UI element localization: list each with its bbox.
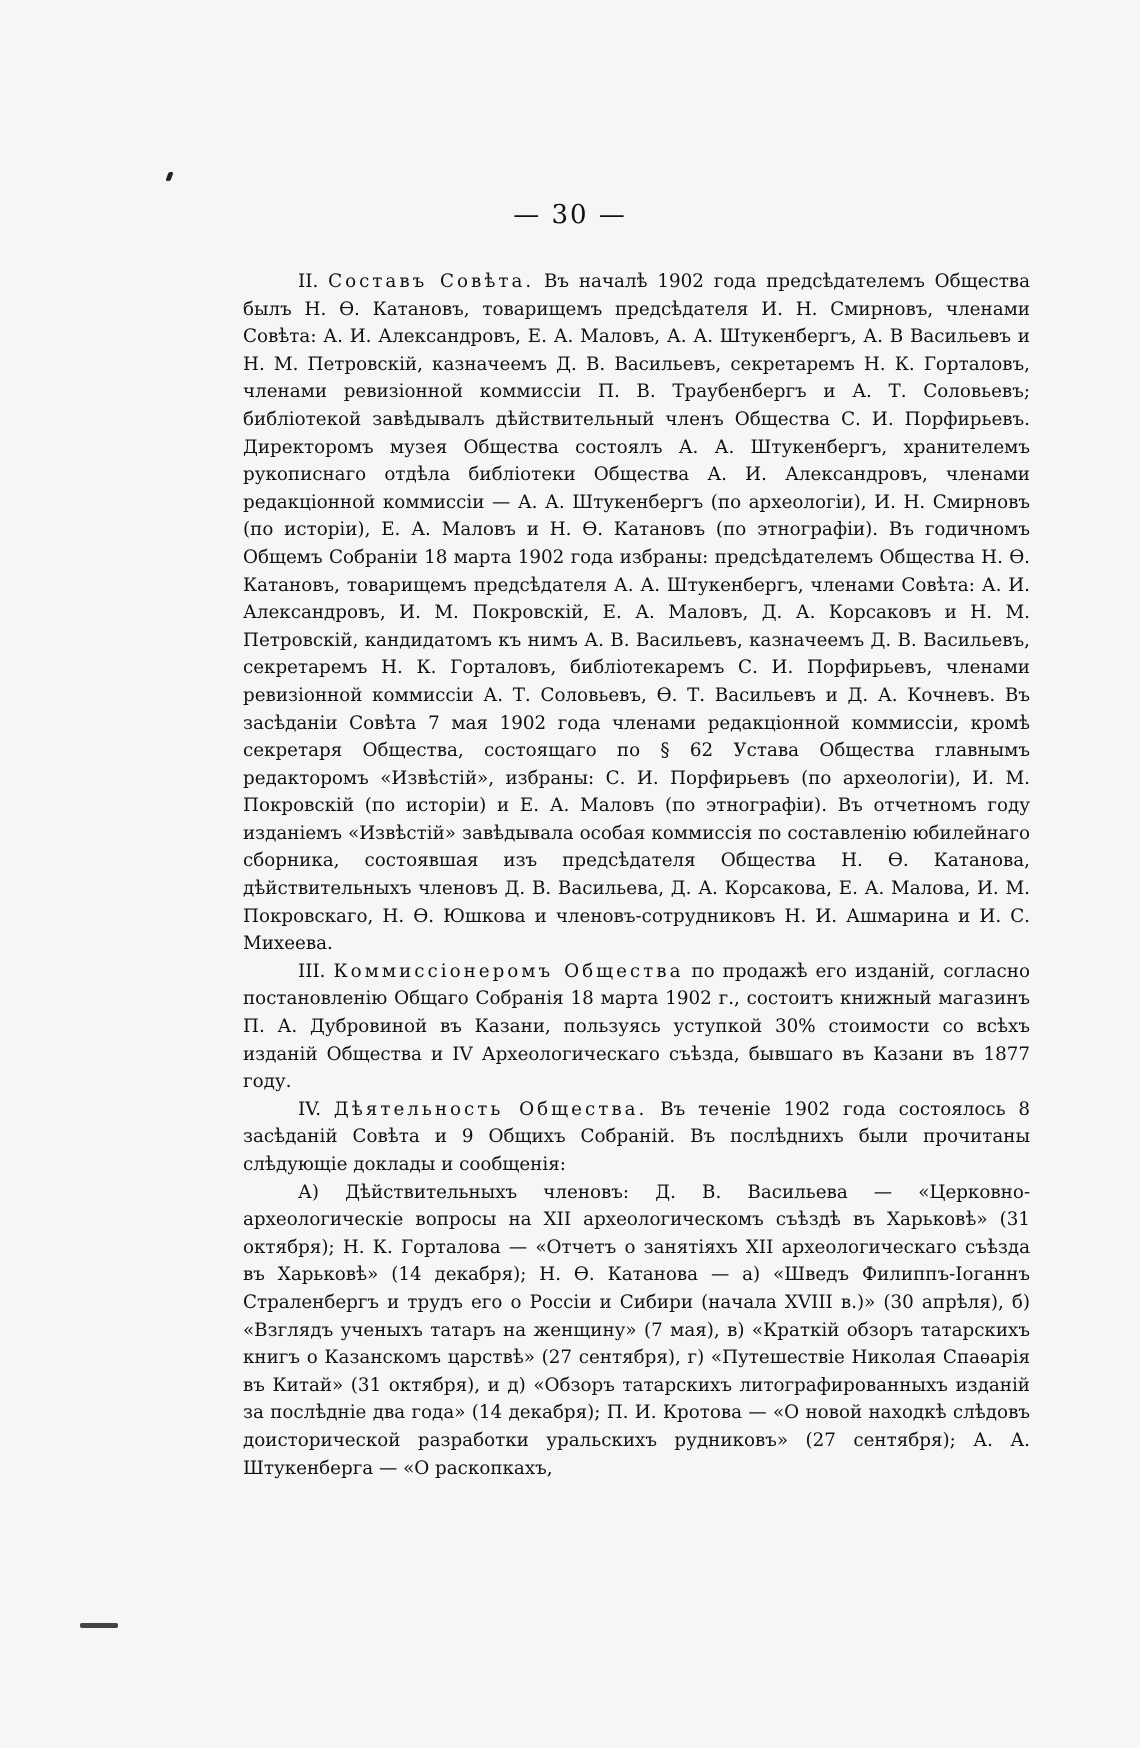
section-heading: Дѣятельность Общества. <box>333 1098 648 1120</box>
section-number: III. <box>298 960 326 982</box>
section-commissioner <box>243 958 1030 1096</box>
section-reports <box>243 1179 1030 1483</box>
body-text <box>243 268 1030 1482</box>
section-text: по продажѣ его изданій, согласно постановленію Общаго Собранія 18 марта 1902 г., состоитъ книжный магазинъ П. А. Дубровиной въ Казани, пользуясь уступкой 30% стоимости со всѣхъ изданій Общества и IV Археологическаго съѣзда, бывшаго въ Казани въ 1877 году. <box>243 960 1030 1093</box>
section-text: А) Дѣйствительныхъ членовъ: Д. В. Васильева — «Церковно-археологическіе вопросы на XII археологическомъ съѣздѣ въ Харьковѣ» (31 октября); Н. К. Горталова — «Отчетъ о занятіяхъ XII археологическаго съѣзда въ Харьковѣ» (14 декабря); Н. Ѳ. Катанова — а) «Шведъ Филиппъ-Іоганнъ Страленбергъ и трудъ его о Россіи и Сибири (начала XVIII в.)» (30 апрѣля), б) «Взглядъ ученыхъ татаръ на женщину» (7 мая), в) «Краткій обзоръ татарскихъ книгъ о Казанскомъ царствѣ» (27 сентября), г) «Путешествіе Николая Спаѳарія въ Китай» (31 октября), и д) «Обзоръ татарскихъ литографированныхъ изданій за послѣдніе два года» (14 декабря); П. И. Кротова — «О новой находкѣ слѣдовъ доисторической разработки уральскихъ рудниковъ» (27 сентября); А. А. Штукенберга — «О раскопкахъ, <box>243 1181 1030 1479</box>
section-number: IV. <box>298 1098 322 1120</box>
ink-mark <box>80 1623 118 1628</box>
section-heading: Коммиссіонеромъ Общества <box>333 960 684 982</box>
section-text: Въ началѣ 1902 года предсѣдателемъ Общества былъ Н. Ѳ. Катановъ, товарищемъ предсѣдателя И. Н. Смирновъ, членами Совѣта: А. И. Александровъ, Е. А. Маловъ, А. А. Штукенбергъ, А. В Васильевъ и Н. М. Петровскій, казначеемъ Д. В. Васильевъ, секретаремъ Н. К. Горталовъ, членами ревизіонной коммиссіи П. В. Траубенбергъ и А. Т. Соловьевъ; библіотекой завѣдывалъ дѣйствительный членъ Общества С. И. Порфирьевъ. Директоромъ музея Общества состоялъ А. А. Штукенбергъ, хранителемъ рукописнаго отдѣла библіотеки Общества А. И. Александровъ, членами редакціонной коммиссіи — А. А. Штукенбергъ (по археологіи), И. Н. Смирновъ (по исторіи), Е. А. Маловъ и Н. Ѳ. Катановъ (по этнографіи). Въ годичномъ Общемъ Собраніи 18 марта 1902 года избраны: предсѣдателемъ Общества Н. Ѳ. Катановъ, товарищемъ предсѣдателя А. А. Штукенбергъ, членами Совѣта: А. И. Александровъ, И. М. Покровскій, Е. А. Маловъ, Д. А. Корсаковъ и Н. М. Петровскій, кандидатомъ къ нимъ А. В. Васильевъ, казначеемъ Д. В. Васильевъ, секретаремъ Н. К. Горталовъ, библіотекаремъ С. И. Порфирьевъ, членами ревизіонной коммиссіи А. Т. Соловьевъ, Ѳ. Т. Васильевъ и Д. А. Кочневъ. Въ засѣданіи Совѣта 7 мая 1902 года членами редакціонной коммиссіи, кромѣ секретаря Общества, состоящаго по § 62 Устава Общества главнымъ редакторомъ «Извѣстій», избраны: С. И. Порфирьевъ (по археологіи), И. М. Покровскій (по исторіи) и Е. А. Маловъ (по этнографіи). Въ отчетномъ году изданіемъ «Извѣстій» завѣдывала особая коммиссія по составленію юбилейнаго сборника, состоявшая изъ предсѣдателя Общества Н. Ѳ. Катанова, дѣйствительныхъ членовъ Д. В. Васильева, Д. А. Корсакова, Е. А. Малова, И. М. Покровскаго, Н. Ѳ. Юшкова и членовъ-сотрудниковъ Н. И. Ашмарина и И. С. Михеева. <box>243 271 1030 955</box>
section-council <box>243 268 1030 958</box>
section-heading: Составъ Совѣта. <box>328 271 535 292</box>
section-number: II. <box>298 271 319 292</box>
section-text: Въ теченіе 1902 года состоялось 8 засѣданій Совѣта и 9 Общихъ Собраній. Въ послѣднихъ были прочитаны слѣдующіе доклады и сообщенія: <box>243 1098 1031 1175</box>
ink-mark <box>165 172 173 181</box>
section-activity <box>243 1096 1030 1179</box>
page-number: — 30 — <box>513 200 627 230</box>
